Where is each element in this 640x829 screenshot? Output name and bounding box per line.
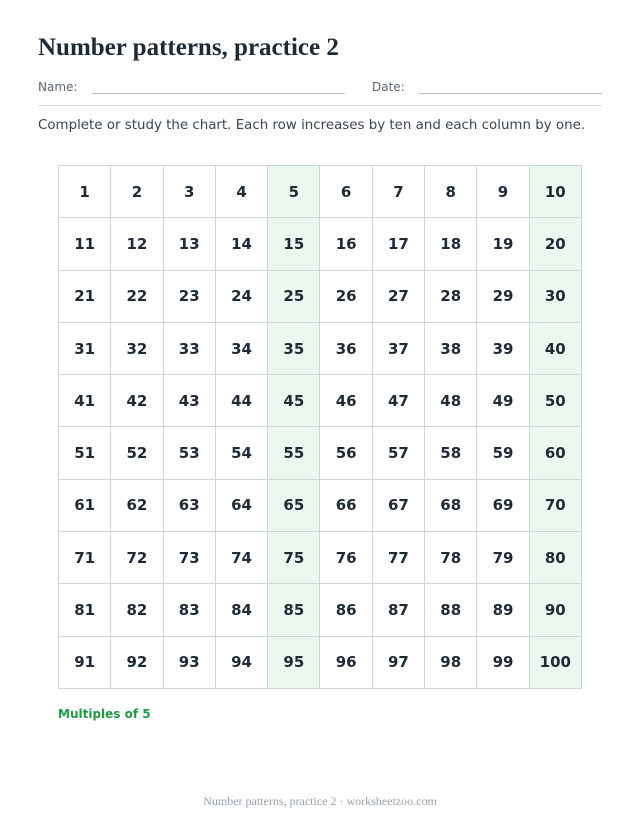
chart-cell: 11 xyxy=(59,218,111,270)
date-write-line xyxy=(419,93,602,94)
chart-cell: 52 xyxy=(111,427,163,479)
chart-cell: 54 xyxy=(216,427,268,479)
header-divider xyxy=(38,105,602,106)
name-label: Name: xyxy=(38,80,78,94)
chart-cell: 75 xyxy=(268,532,320,584)
chart-cell: 55 xyxy=(268,427,320,479)
chart-cell: 13 xyxy=(164,218,216,270)
chart-cell: 16 xyxy=(320,218,372,270)
chart-cell: 7 xyxy=(373,166,425,218)
chart-cell: 87 xyxy=(373,584,425,636)
chart-cell: 66 xyxy=(320,480,372,532)
date-label: Date: xyxy=(372,80,405,94)
chart-cell: 44 xyxy=(216,375,268,427)
chart-cell: 50 xyxy=(530,375,582,427)
chart-cell: 6 xyxy=(320,166,372,218)
chart-cell: 34 xyxy=(216,323,268,375)
chart-cell: 30 xyxy=(530,271,582,323)
chart-cell: 93 xyxy=(164,637,216,689)
chart-cell: 29 xyxy=(477,271,529,323)
chart-cell: 49 xyxy=(477,375,529,427)
chart-cell: 100 xyxy=(530,637,582,689)
chart-cell: 22 xyxy=(111,271,163,323)
chart-cell: 89 xyxy=(477,584,529,636)
chart-cell: 98 xyxy=(425,637,477,689)
chart-cell: 37 xyxy=(373,323,425,375)
chart-cell: 57 xyxy=(373,427,425,479)
name-write-line xyxy=(92,93,345,94)
chart-cell: 65 xyxy=(268,480,320,532)
chart-cell: 73 xyxy=(164,532,216,584)
chart-cell: 85 xyxy=(268,584,320,636)
chart-cell: 95 xyxy=(268,637,320,689)
chart-cell: 92 xyxy=(111,637,163,689)
chart-cell: 15 xyxy=(268,218,320,270)
chart-cell: 78 xyxy=(425,532,477,584)
chart-cell: 68 xyxy=(425,480,477,532)
chart-cell: 58 xyxy=(425,427,477,479)
footer-text: Number patterns, practice 2 · worksheetzoo.com xyxy=(203,794,437,808)
instructions-text: Complete or study the chart. Each row increases by ten and each column by one. xyxy=(38,118,586,133)
chart-cell: 39 xyxy=(477,323,529,375)
chart-cell: 83 xyxy=(164,584,216,636)
chart-cell: 99 xyxy=(477,637,529,689)
chart-cell: 19 xyxy=(477,218,529,270)
chart-cell: 35 xyxy=(268,323,320,375)
chart-cell: 36 xyxy=(320,323,372,375)
chart-cell: 27 xyxy=(373,271,425,323)
legend-multiples: Multiples of 5 xyxy=(58,707,151,721)
chart-cell: 94 xyxy=(216,637,268,689)
chart-cell: 14 xyxy=(216,218,268,270)
chart-cell: 48 xyxy=(425,375,477,427)
chart-cell: 71 xyxy=(59,532,111,584)
chart-cell: 62 xyxy=(111,480,163,532)
chart-cell: 90 xyxy=(530,584,582,636)
chart-cell: 79 xyxy=(477,532,529,584)
chart-cell: 56 xyxy=(320,427,372,479)
chart-cell: 10 xyxy=(530,166,582,218)
chart-cell: 26 xyxy=(320,271,372,323)
chart-cell: 17 xyxy=(373,218,425,270)
chart-cell: 74 xyxy=(216,532,268,584)
chart-cell: 23 xyxy=(164,271,216,323)
chart-cell: 76 xyxy=(320,532,372,584)
chart-cell: 45 xyxy=(268,375,320,427)
chart-cell: 59 xyxy=(477,427,529,479)
chart-cell: 5 xyxy=(268,166,320,218)
chart-cell: 24 xyxy=(216,271,268,323)
chart-cell: 20 xyxy=(530,218,582,270)
chart-cell: 12 xyxy=(111,218,163,270)
chart-cell: 38 xyxy=(425,323,477,375)
worksheet-title: Number patterns, practice 2 xyxy=(38,34,339,61)
chart-cell: 43 xyxy=(164,375,216,427)
chart-cell: 61 xyxy=(59,480,111,532)
chart-cell: 88 xyxy=(425,584,477,636)
chart-cell: 1 xyxy=(59,166,111,218)
chart-cell: 41 xyxy=(59,375,111,427)
chart-cell: 8 xyxy=(425,166,477,218)
chart-cell: 81 xyxy=(59,584,111,636)
chart-cell: 25 xyxy=(268,271,320,323)
chart-cell: 33 xyxy=(164,323,216,375)
chart-cell: 3 xyxy=(164,166,216,218)
chart-cell: 96 xyxy=(320,637,372,689)
chart-cell: 46 xyxy=(320,375,372,427)
chart-cell: 60 xyxy=(530,427,582,479)
chart-cell: 80 xyxy=(530,532,582,584)
chart-cell: 77 xyxy=(373,532,425,584)
chart-cell: 9 xyxy=(477,166,529,218)
chart-cell: 91 xyxy=(59,637,111,689)
chart-cell: 40 xyxy=(530,323,582,375)
chart-cell: 72 xyxy=(111,532,163,584)
chart-cell: 69 xyxy=(477,480,529,532)
chart-cell: 64 xyxy=(216,480,268,532)
chart-cell: 51 xyxy=(59,427,111,479)
chart-cell: 4 xyxy=(216,166,268,218)
chart-cell: 86 xyxy=(320,584,372,636)
chart-cell: 97 xyxy=(373,637,425,689)
chart-cell: 67 xyxy=(373,480,425,532)
chart-cell: 70 xyxy=(530,480,582,532)
hundred-chart xyxy=(58,165,582,689)
chart-cell: 2 xyxy=(111,166,163,218)
chart-cell: 82 xyxy=(111,584,163,636)
chart-cell: 28 xyxy=(425,271,477,323)
chart-cell: 53 xyxy=(164,427,216,479)
chart-cell: 31 xyxy=(59,323,111,375)
chart-cell: 32 xyxy=(111,323,163,375)
chart-cell: 63 xyxy=(164,480,216,532)
chart-cell: 47 xyxy=(373,375,425,427)
chart-cell: 42 xyxy=(111,375,163,427)
chart-cell: 18 xyxy=(425,218,477,270)
chart-cell: 21 xyxy=(59,271,111,323)
chart-cell: 84 xyxy=(216,584,268,636)
